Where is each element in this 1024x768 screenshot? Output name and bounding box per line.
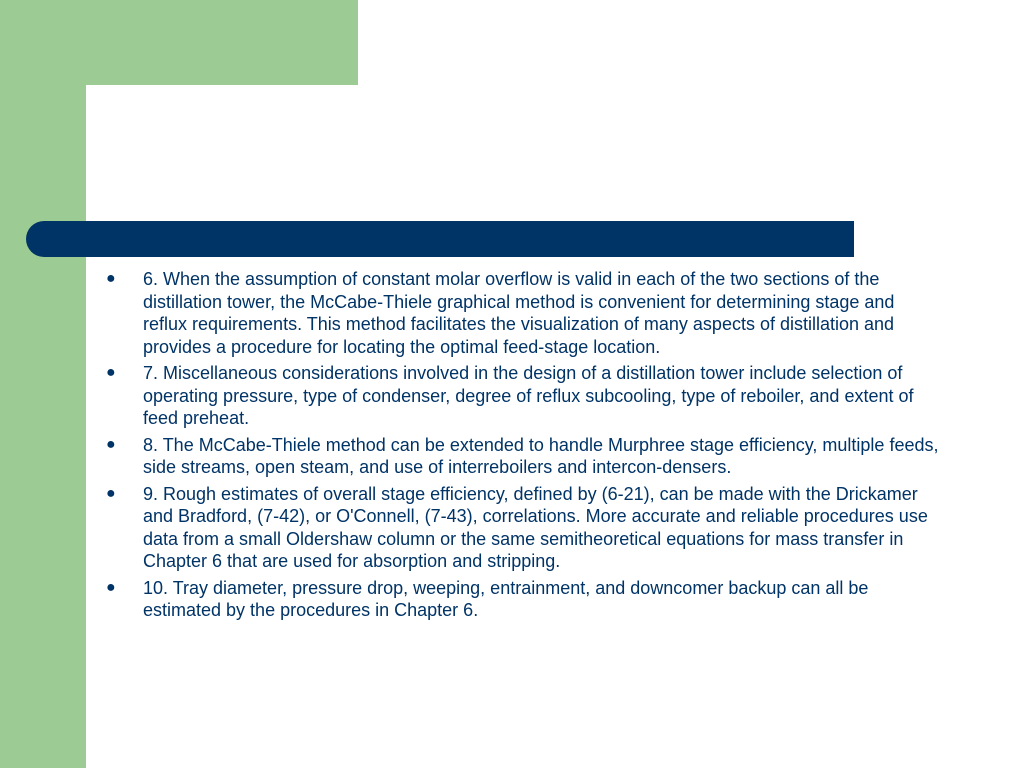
bullet-text: 9. Rough estimates of overall stage efficiency, defined by (6-21), can be made with the Drickamer and Bradford, (7-42), or O'Connell, (7-43), correlations. More accurate and reliable procedures use data from a small Oldershaw column or the same semitheoretical equations for mass transfer in Chapter 6 that are used for absorption and stripping. xyxy=(143,483,928,571)
bullet-item-7 xyxy=(100,362,940,430)
bullet-text: 10. Tray diameter, pressure drop, weeping, entrainment, and downcomer backup can all be estimated by the procedures in Chapter 6. xyxy=(143,577,869,620)
green-left-band xyxy=(0,0,86,768)
bullet-icon: ● xyxy=(106,578,116,596)
bullet-icon: ● xyxy=(106,435,116,453)
title-bar xyxy=(26,221,854,257)
bullet-item-10 xyxy=(100,577,940,622)
bullet-icon: ● xyxy=(106,364,116,381)
bullet-item-6 xyxy=(100,268,940,358)
bullet-text: 7. Miscellaneous considerations involved in the design of a distillation tower include selection of operating pressure, type of condenser, degree of reflux subcooling, type of reboiler, and extent of feed preheat. xyxy=(143,363,914,428)
green-top-band xyxy=(0,0,358,85)
bullet-item-9 xyxy=(100,483,940,573)
bullet-icon: ● xyxy=(106,270,116,287)
bullet-text: 8. The McCabe-Thiele method can be extended to handle Murphree stage efficiency, multiple feeds, side streams, open steam, and use of interreboilers and intercon-densers. xyxy=(143,434,939,477)
bullet-list xyxy=(100,268,940,622)
bullet-content xyxy=(100,268,940,626)
bullet-item-8 xyxy=(100,434,940,479)
bullet-icon: ● xyxy=(106,484,116,502)
bullet-text: 6. When the assumption of constant molar overflow is valid in each of the two sections of the distillation tower, the McCabe-Thiele graphical method is convenient for determining stage and reflux requirements. This method facilitates the visualization of many aspects of distillation and provides a procedure for locating the optimal feed-stage location. xyxy=(143,269,895,357)
